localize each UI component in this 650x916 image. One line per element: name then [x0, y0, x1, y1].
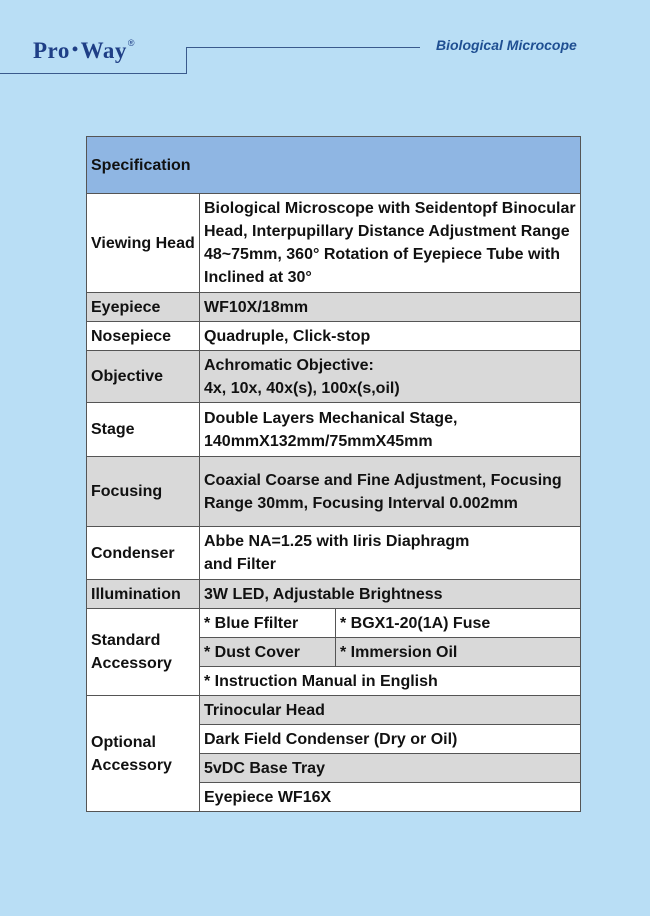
- spec-row-nosepiece: [87, 322, 581, 351]
- spec-row-viewing-head: [87, 194, 581, 293]
- accessory-item: * Dust Cover: [200, 638, 336, 667]
- accessory-item: * Blue Ffilter: [200, 609, 336, 638]
- accessory-item: Eyepiece WF16X: [200, 783, 581, 812]
- registered-mark: ®: [127, 38, 136, 48]
- spec-row-focusing: [87, 457, 581, 527]
- accessory-item: * Immersion Oil: [336, 638, 581, 667]
- spec-label: Stage: [87, 403, 200, 457]
- table-title-row: [87, 137, 581, 194]
- spec-label: Eyepiece: [87, 293, 200, 322]
- spec-row-illumination: [87, 580, 581, 609]
- spec-value: [200, 351, 581, 403]
- brand-logo: [33, 38, 135, 64]
- accessory-item: * BGX1-20(1A) Fuse: [336, 609, 581, 638]
- spec-value: Quadruple, Click-stop: [200, 322, 581, 351]
- spec-label: Standard Accessory: [87, 609, 200, 696]
- spec-value: WF10X/18mm: [200, 293, 581, 322]
- brand-logo-dot: •: [71, 39, 79, 59]
- spec-value: [200, 527, 581, 580]
- spec-value: 3W LED, Adjustable Brightness: [200, 580, 581, 609]
- spec-value-line: 4x, 10x, 40x(s), 100x(s,oil): [204, 379, 400, 397]
- spec-label: Nosepiece: [87, 322, 200, 351]
- header-rule-left: [0, 73, 186, 74]
- spec-label: Illumination: [87, 580, 200, 609]
- spec-value-line: Achromatic Objective:: [204, 356, 374, 374]
- spec-value-line: and Filter: [204, 556, 277, 573]
- spec-row-condenser: [87, 527, 581, 580]
- accessory-item: * Instruction Manual in English: [200, 667, 581, 696]
- accessory-item: 5vDC Base Tray: [200, 754, 581, 783]
- spec-value: [200, 403, 581, 457]
- spec-value-line: Double Layers Mechanical Stage,: [204, 409, 458, 427]
- brand-logo-right: Way: [80, 38, 127, 63]
- spec-row-standard-accessory: [87, 609, 581, 638]
- spec-label: Viewing Head: [87, 194, 200, 293]
- header-rule-right: [186, 47, 420, 48]
- spec-value: Coaxial Coarse and Fine Adjustment, Focusing Range 30mm, Focusing Interval 0.002mm: [200, 457, 581, 527]
- accessory-item: Dark Field Condenser (Dry or Oil): [200, 725, 581, 754]
- brand-logo-left: Pro: [33, 38, 70, 63]
- specification-table: [86, 136, 581, 812]
- spec-label: Focusing: [87, 457, 200, 527]
- spec-row-optional-accessory: [87, 696, 581, 725]
- spec-row-stage: [87, 403, 581, 457]
- page-header-title: Biological Microcope: [436, 37, 577, 53]
- spec-label: Objective: [87, 351, 200, 403]
- spec-row-eyepiece: [87, 293, 581, 322]
- spec-row-objective: [87, 351, 581, 403]
- spec-label: Condenser: [87, 527, 200, 580]
- header-rule-step: [186, 47, 187, 74]
- accessory-item: Trinocular Head: [200, 696, 581, 725]
- spec-label: Optional Accessory: [87, 696, 200, 812]
- spec-value-line: Abbe NA=1.25 with Iiris Diaphragm: [204, 533, 470, 550]
- spec-value-line: 140mmX132mm/75mmX45mm: [204, 432, 433, 450]
- table-title: Specification: [87, 137, 581, 194]
- spec-value: Biological Microscope with Seidentopf Binocular Head, Interpupillary Distance Adjustment Range 48~75mm, 360° Rotation of Eyepiece Tube with Inclined at 30°: [200, 194, 581, 293]
